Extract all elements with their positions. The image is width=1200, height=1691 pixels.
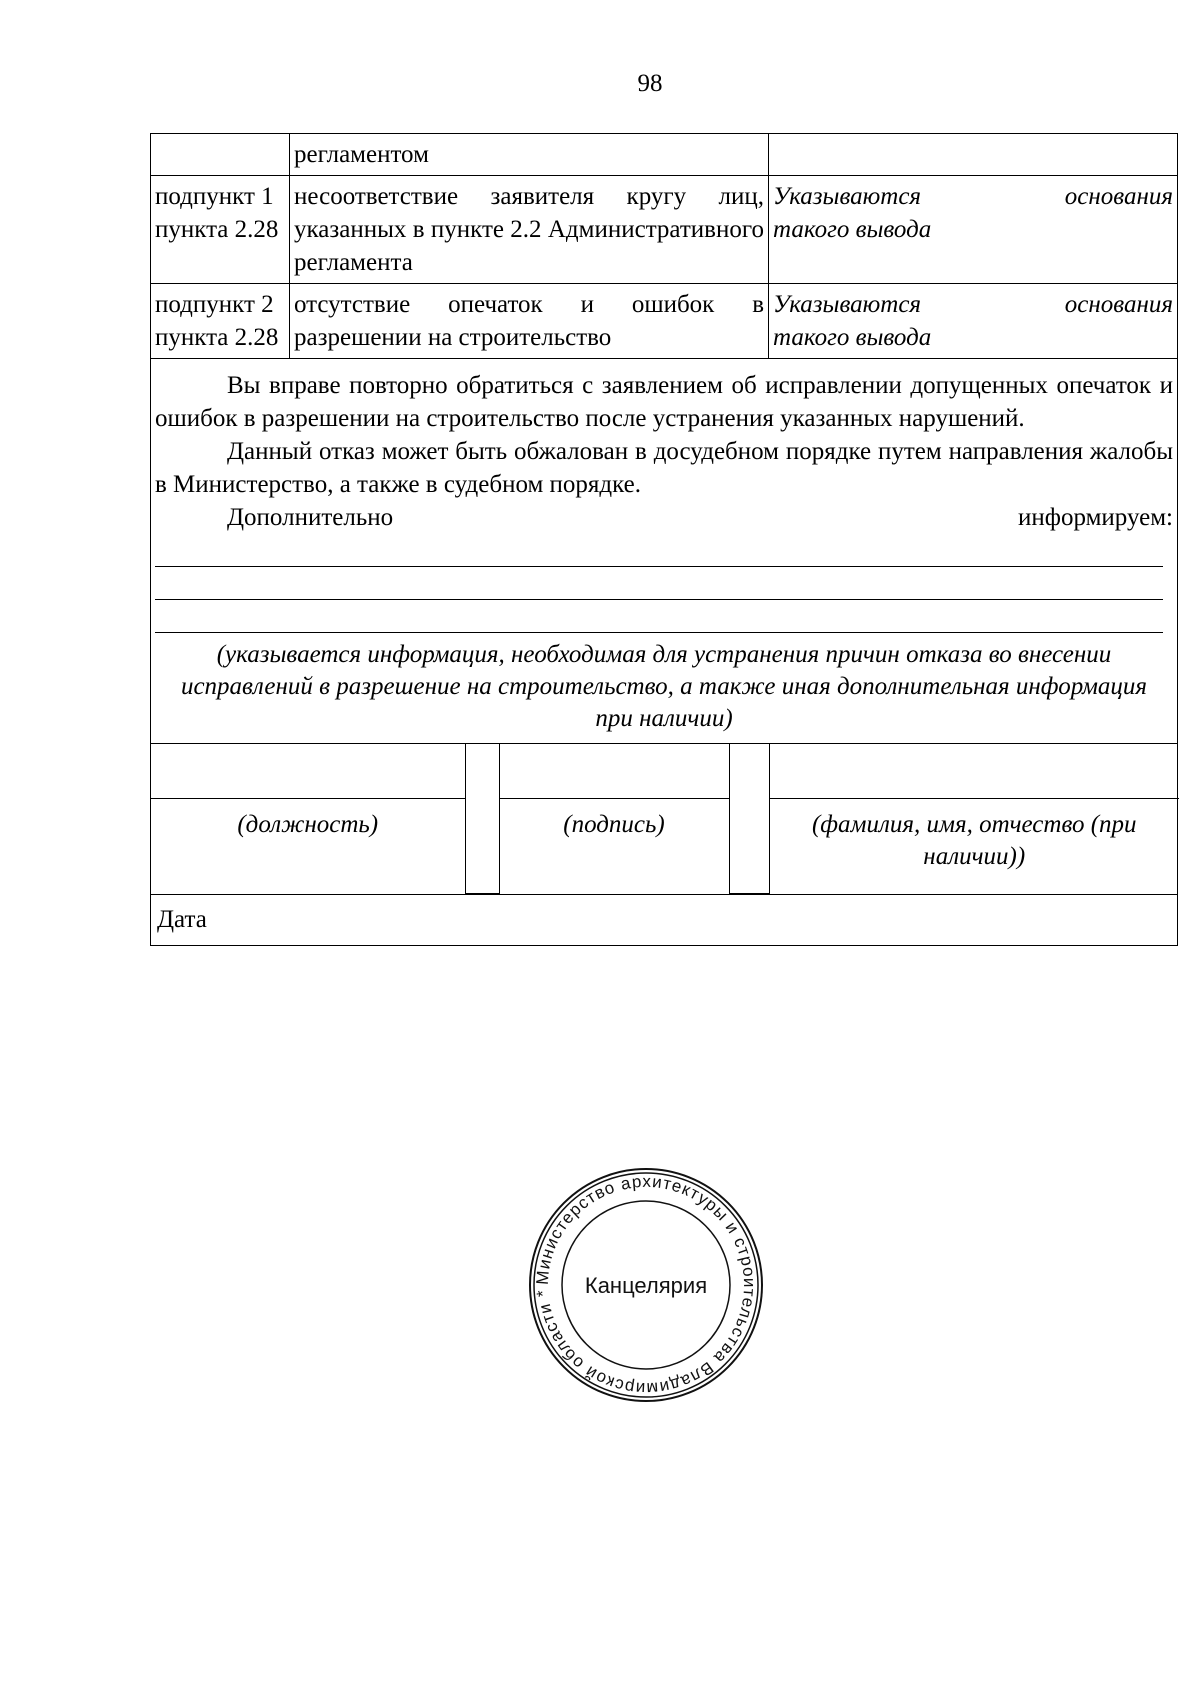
- date-cell: Дата: [151, 894, 1178, 945]
- additional-label: Дополнительно: [227, 504, 394, 531]
- spacer-cell: [465, 744, 499, 893]
- grounds-line: такого вывода: [773, 324, 932, 351]
- name-blank: [769, 744, 1179, 799]
- table-row: [151, 134, 1178, 176]
- table-row: [151, 359, 1178, 744]
- cell-reason: регламентом: [290, 134, 769, 176]
- grounds-word: Указываются: [773, 183, 922, 210]
- blank-line: [155, 600, 1163, 633]
- grounds-word: основания: [1064, 291, 1173, 318]
- info-paragraph-additional: [155, 501, 1173, 534]
- position-blank: [151, 744, 465, 799]
- cell-reference: подпункт 2 пункта 2.28: [151, 284, 290, 359]
- seal-center-text: Канцелярия: [584, 1273, 708, 1298]
- cell-reason: несоответствие заявителя кругу лиц, указанных в пункте 2.2 Административного регламента: [290, 176, 769, 284]
- informing-label: информируем:: [1018, 504, 1173, 531]
- signature-blank: [499, 744, 729, 799]
- signature-caption: (подпись): [499, 799, 729, 894]
- table-row: [151, 744, 1178, 895]
- info-paragraph: Данный отказ может быть обжалован в досудебном порядке путем направления жалобы в Министерство, а также в судебном порядке.: [155, 438, 1173, 498]
- hint-text: (указывается информация, необходимая для устранения причин отказа во внесении исправлений в разрешение на строительство, а также иная дополнительная информация при наличии): [180, 641, 1148, 732]
- signature-table: [151, 744, 1179, 894]
- info-cell: [151, 359, 1178, 744]
- spacer-cell: [729, 744, 769, 893]
- grounds-word: основания: [1064, 183, 1173, 210]
- stamp-seal: [526, 1165, 766, 1405]
- name-caption: (фамилия, имя, отчество (при наличии)): [769, 799, 1179, 894]
- blank-line: [155, 534, 1163, 567]
- cell-reference: подпункт 1 пункта 2.28: [151, 176, 290, 284]
- page-number: 98: [637, 70, 663, 97]
- signature-block: [151, 744, 1178, 895]
- signature-caption-row: [151, 799, 1179, 894]
- cell-grounds: [769, 176, 1178, 284]
- seal-ring-text: Министерство архитектуры и строительства Владимирской области *: [532, 1171, 760, 1399]
- blank-line: [155, 567, 1163, 600]
- cell-reason: отсутствие опечаток и ошибок в разрешении на строительство: [290, 284, 769, 359]
- table-row: [151, 894, 1178, 945]
- position-caption: (должность): [151, 799, 465, 894]
- table-row: [151, 176, 1178, 284]
- refusal-table: [150, 133, 1178, 946]
- grounds-line: такого вывода: [773, 216, 932, 243]
- cell-empty: [151, 134, 290, 176]
- grounds-word: Указываются: [773, 291, 922, 318]
- info-paragraph: Вы вправе повторно обратиться с заявлением об исправлении допущенных опечаток и ошибок в разрешении на строительство после устранения указанных нарушений.: [155, 372, 1173, 432]
- cell-grounds: [769, 284, 1178, 359]
- table-row: [151, 284, 1178, 359]
- signature-blank-row: [151, 744, 1179, 799]
- cell-grounds: [769, 134, 1178, 176]
